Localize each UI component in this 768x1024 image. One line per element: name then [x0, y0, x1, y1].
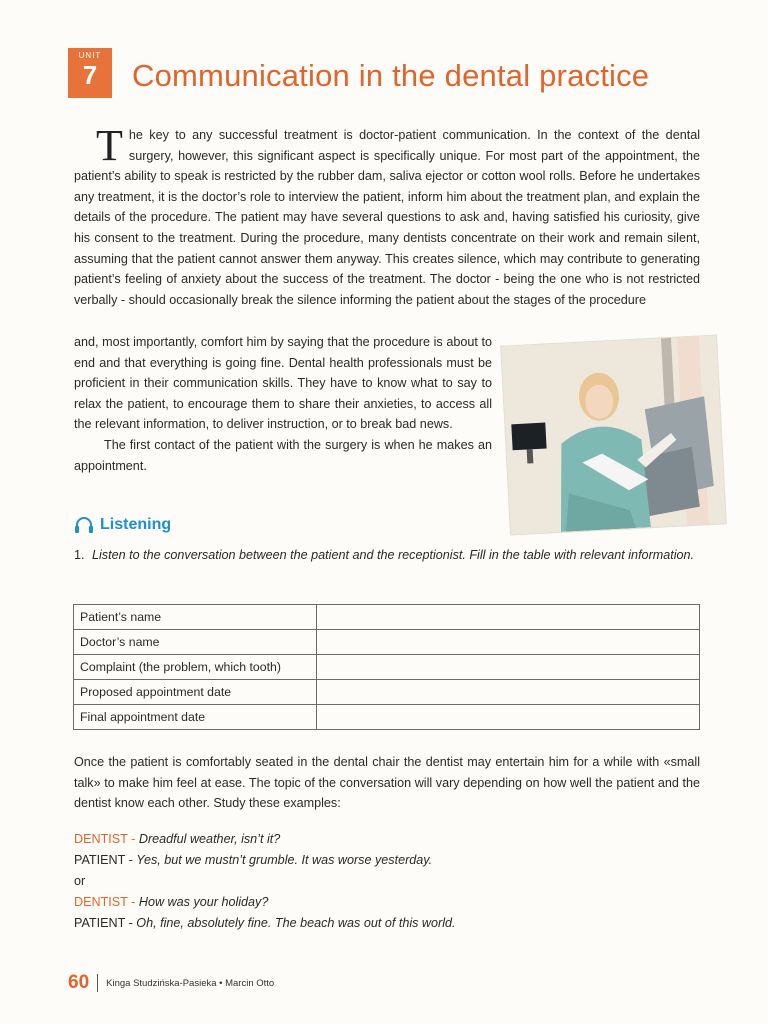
table-row: [74, 655, 700, 680]
page-title: Communication in the dental practice: [132, 58, 650, 93]
task-number: 1.: [74, 548, 85, 562]
authors: Kinga Studzińska-Pasieka • Marcin Otto: [106, 977, 275, 989]
table-row: [74, 705, 700, 730]
page-footer: [68, 972, 274, 994]
row-label: Proposed appointment date: [74, 680, 317, 705]
dentist-illustration: [501, 336, 726, 535]
unit-number: 7: [82, 60, 98, 90]
intro-paragraph: [74, 121, 700, 310]
small-talk-paragraph: Once the patient is comfortably seated in the dental chair the dentist may entertain him for a while with «small talk» to make him feel at ease. The topic of the conversation will vary depending on how well the patient and the dentist know each other. Study these examples:: [74, 755, 700, 811]
dialog-line: [74, 871, 700, 892]
speaker-label: PATIENT: [74, 916, 126, 930]
first-contact-paragraph: The first contact of the patient with the surgery is when he makes an appointment.: [74, 437, 492, 473]
listening-heading: [74, 516, 171, 534]
speaker-separator: -: [125, 853, 137, 867]
dialog-line: [74, 892, 700, 913]
drop-cap: T: [96, 121, 123, 170]
speaker-separator: -: [125, 916, 137, 930]
table-row: [74, 630, 700, 655]
speaker-label: DENTIST: [74, 832, 128, 846]
utterance: Dreadful weather, isn’t it?: [138, 832, 281, 846]
dialog-connector: or: [74, 874, 86, 888]
comfort-paragraph: and, most importantly, comfort him by saying that the procedure is about to end and that everything is going fine. Dental health professionals must be proficient in their communication skills. They have to know what to say to relax the patient, to encourage them to share their anxieties, to access all the relevant information, to deliver instruction, or to break bad news.: [74, 335, 492, 432]
dentist-photo: [500, 334, 727, 535]
dialog-line: [74, 850, 700, 871]
table-row: [74, 605, 700, 630]
utterance: Yes, but we mustn’t grumble. It was worse yesterday.: [136, 853, 433, 867]
unit-label: UNIT: [78, 51, 102, 60]
task-instruction: Listen to the conversation between the patient and the receptionist. Fill in the table with relevant information.: [92, 548, 695, 562]
unit-badge: [68, 48, 112, 98]
headphones-icon: [74, 516, 94, 534]
dialog-line: [74, 829, 700, 850]
speaker-separator: -: [127, 895, 139, 909]
utterance: How was your holiday?: [138, 895, 269, 909]
row-label: Complaint (the problem, which tooth): [74, 655, 317, 680]
fill-in-table: [73, 604, 700, 730]
answer-cell[interactable]: [317, 605, 700, 630]
dialog-line: [74, 913, 700, 934]
speaker-separator: -: [127, 832, 139, 846]
footer-divider: [97, 974, 98, 992]
answer-cell[interactable]: [317, 705, 700, 730]
task-1: [74, 545, 704, 565]
row-label: Doctor’s name: [74, 630, 317, 655]
dialog-examples: [74, 829, 700, 934]
utterance: Oh, fine, absolutely fine. The beach was out of this world.: [136, 916, 456, 930]
table-row: [74, 680, 700, 705]
answer-cell[interactable]: [317, 680, 700, 705]
speaker-label: PATIENT: [74, 853, 126, 867]
answer-cell[interactable]: [317, 630, 700, 655]
row-label: Patient’s name: [74, 605, 317, 630]
wrapped-text: [74, 332, 492, 476]
intro-text: he key to any successful treatment is doctor-patient communication. In the context of the dental surgery, however, this significant aspect is specifically unique. For most part of the appointment, the patient’s ability to speak is restricted by the rubber dam, saliva ejector or cotton wool rolls. Before he undertakes any treatment, it is the doctor’s role to interview the patient, inform him about the treatment plan, and explain the details of the procedure. The patient may have several questions to ask and, having satisfied his curiosity, give his consent to the treatment. During the procedure, many dentists concentrate on their work and remain silent, assuming that the patient cannot answer them anyway. This creates silence, which may contribute to generating patient’s feeling of anxiety about the success of the treatment. The doctor - being the one who is not restricted verbally - should occasionally break the silence informing the patient about the stages of the procedure: [74, 128, 700, 307]
listening-title: Listening: [100, 516, 172, 533]
row-label: Final appointment date: [74, 705, 317, 730]
page-number: 60: [68, 972, 90, 993]
speaker-label: DENTIST: [74, 895, 128, 909]
answer-cell[interactable]: [317, 655, 700, 680]
